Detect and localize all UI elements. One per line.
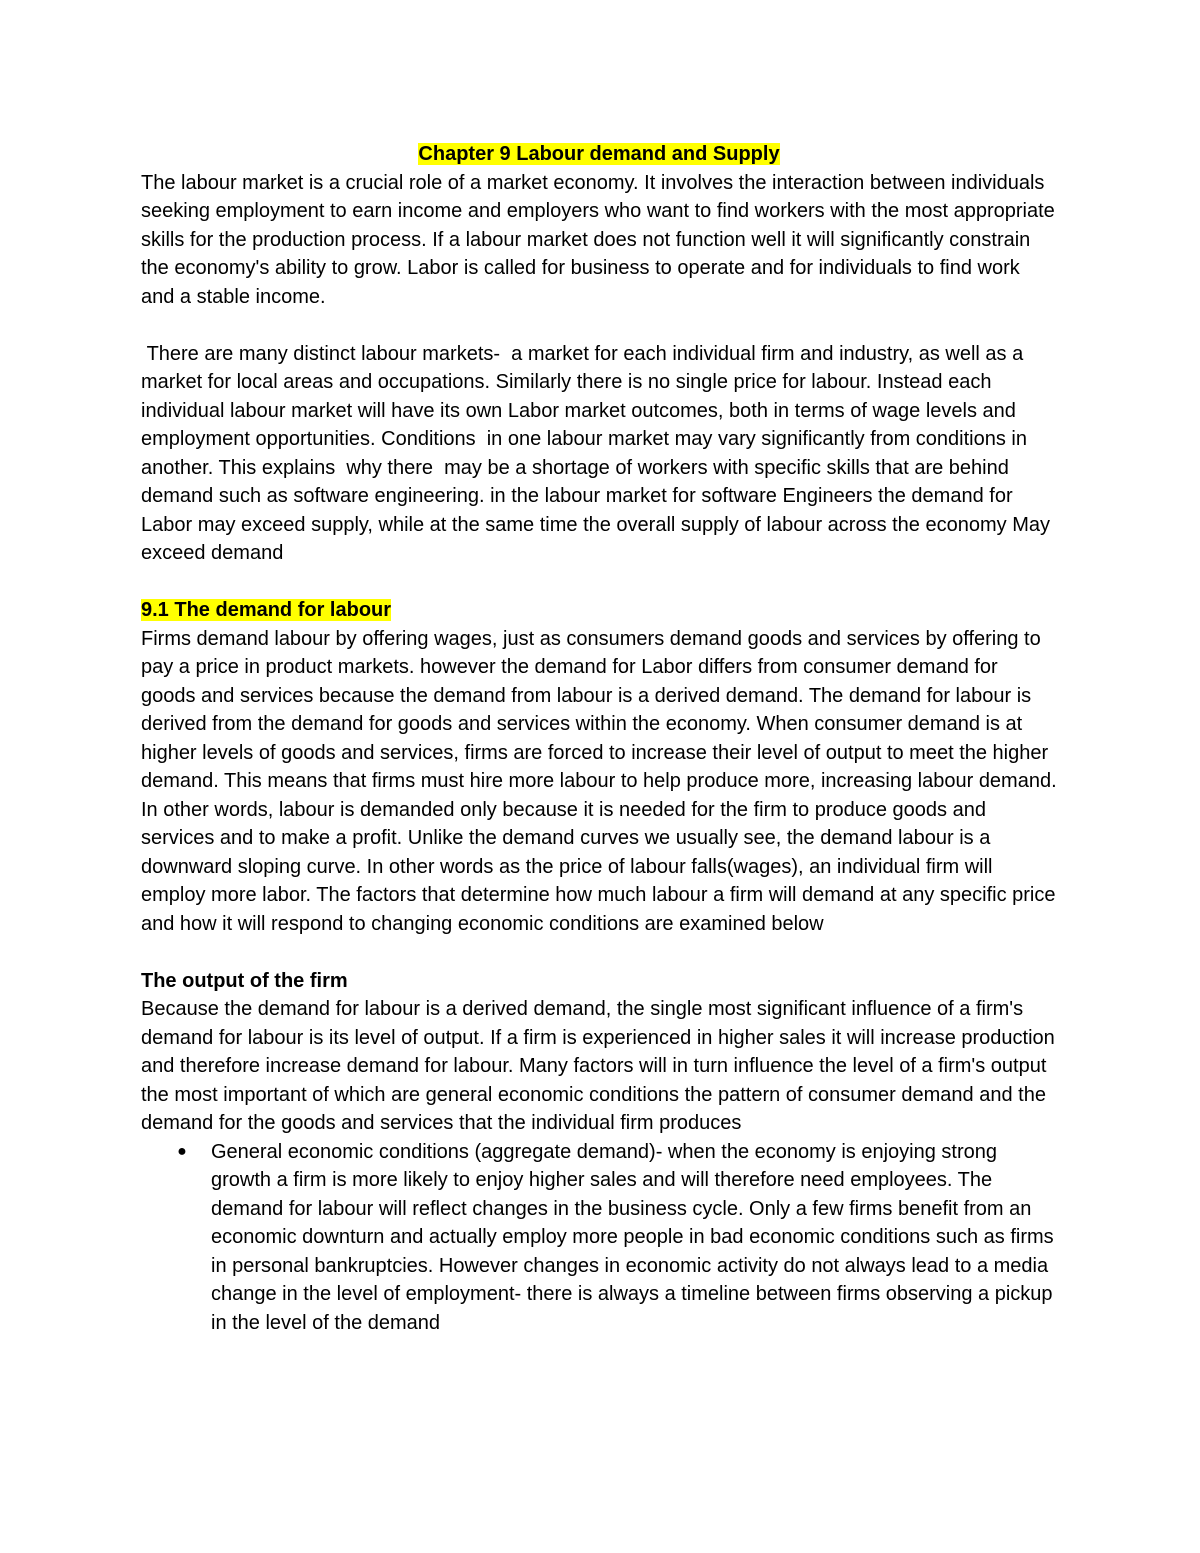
title-line [141,140,1057,169]
paragraph-demand-for-labour: Firms demand labour by offering wages, just as consumers demand goods and services by offering to pay a price in product markets. however the demand for Labor differs from consumer demand for goods and services because the demand from labour is a derived demand. The demand for labour is derived from the demand for goods and services within the economy. When consumer demand is at higher levels of goods and services, firms are forced to increase their level of output to meet the higher demand. This means that firms must hire more labour to help produce more, increasing labour demand. In other words, labour is demanded only because it is needed for the firm to produce goods and services and to make a profit. Unlike the demand curves we usually see, the demand labour is a downward sloping curve. In other words as the price of labour falls(wages), an individual firm will employ more labor. The factors that determine how much labour a firm will demand at any specific price and how it will respond to changing economic conditions are examined below [141,627,1057,935]
spacer [141,938,1057,967]
bullet-icon: ● [177,1142,187,1160]
paragraph-intro: The labour market is a crucial role of a market economy. It involves the interaction between individuals seeking employment to earn income and employers who want to find workers with the most appropriate skills for the production process. If a labour market does not function well it will significantly constrain the economy's ability to grow. Labor is called for business to operate and for individuals to find work and a stable income. [141,171,1055,308]
subheading: The output of the firm [141,969,348,992]
document-page [141,140,1057,1337]
list-item [177,1138,1057,1338]
spacer [141,568,1057,597]
bullet-list [141,1138,1057,1338]
paragraph-labour-markets: There are many distinct labour markets- a market for each individual firm and industry, as well as a market for local areas and occupations. Similarly there is no single price for labour. Instead each individual labour market will have its own Labor market outcomes, both in terms of wage levels and employment opportunities. Conditions in one labour market may vary significantly from conditions in another. This explains why there may be a shortage of workers with specific skills that are behind demand such as software engineering. in the labour market for software Engineers the demand for Labor may exceed supply, while at the same time the overall supply of labour across the economy May exceed demand [141,342,1056,564]
paragraph-output-of-firm: Because the demand for labour is a derived demand, the single most significant influence of a firm's demand for labour is its level of output. If a firm is experienced in higher sales it will increase production and therefore increase demand for labour. Many factors will in turn influence the level of a firm's output the most important of which are general economic conditions the pattern of consumer demand and the demand for the goods and services that the individual firm produces [141,998,1055,1134]
page-title: Chapter 9 Labour demand and Supply [418,143,780,165]
list-item-text: General economic conditions (aggregate demand)- when the economy is enjoying strong growth a firm is more likely to enjoy higher sales and will therefore need employees. The demand for labour will reflect changes in the business cycle. Only a few firms benefit from an economic downturn and actually employ more people in bad economic conditions such as firms in personal bankruptcies. However changes in economic activity do not always lead to a media change in the level of employment- there is always a timeline between firms observing a pickup in the level of the demand [211,1140,1054,1334]
spacer [141,311,1057,340]
section-heading: 9.1 The demand for labour [141,599,392,621]
section-heading-line [141,596,1057,625]
